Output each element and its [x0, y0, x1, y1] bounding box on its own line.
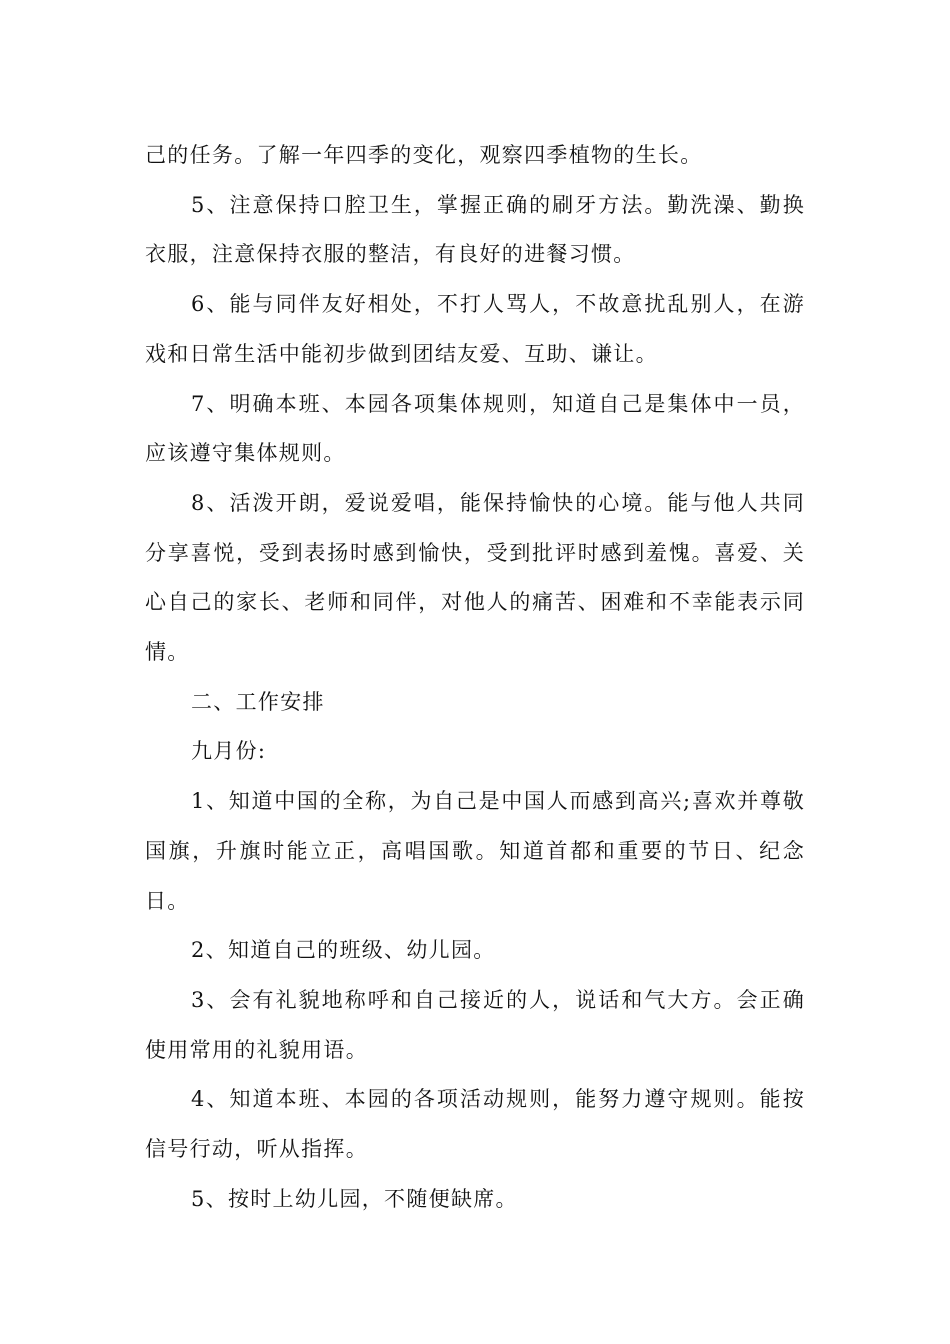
paragraph-sept-item-3: 3、会有礼貌地称呼和自己接近的人，说话和气大方。会正确使用常用的礼貌用语。 [145, 987, 805, 1062]
paragraph-item-7-rules: 7、明确本班、本园各项集体规则，知道自己是集体中一员，应该遵守集体规则。 [145, 391, 805, 466]
paragraph-sept-item-5: 5、按时上幼儿园，不随便缺席。 [191, 1186, 518, 1211]
paragraph-continuation: 己的任务。了解一年四季的变化，观察四季植物的生长。 [145, 143, 703, 167]
document-body [145, 131, 805, 1224]
paragraph-sept-item-1: 1、知道中国的全称，为自己是中国人而感到高兴;喜欢并尊敬国旗，升旗时能立正，高唱国歌。知道首都和重要的节日、纪念日。 [145, 789, 805, 913]
paragraph-item-8-emotions: 8、活泼开朗，爱说爱唱，能保持愉快的心境。能与他人共同分享喜悦，受到表扬时感到愉快，受到批评时感到羞愧。喜爱、关心自己的家长、老师和同伴，对他人的痛苦、困难和不幸能表示同情。 [145, 490, 805, 665]
paragraph-sept-item-2: 2、知道自己的班级、幼儿园。 [191, 938, 496, 963]
paragraph-item-5-hygiene: 5、注意保持口腔卫生，掌握正确的刷牙方法。勤洗澡、勤换衣服，注意保持衣服的整洁，有良好的进餐习惯。 [145, 192, 805, 267]
paragraph-sept-item-4: 4、知道本班、本园的各项活动规则，能努力遵守规则。能按信号行动，听从指挥。 [145, 1087, 805, 1162]
section-heading-work-plan: 二、工作安排 [191, 689, 325, 714]
paragraph-item-6-peers: 6、能与同伴友好相处，不打人骂人，不故意扰乱别人，在游戏和日常生活中能初步做到团结友爱、互助、谦让。 [145, 292, 805, 366]
subheading-september: 九月份: [191, 739, 267, 764]
